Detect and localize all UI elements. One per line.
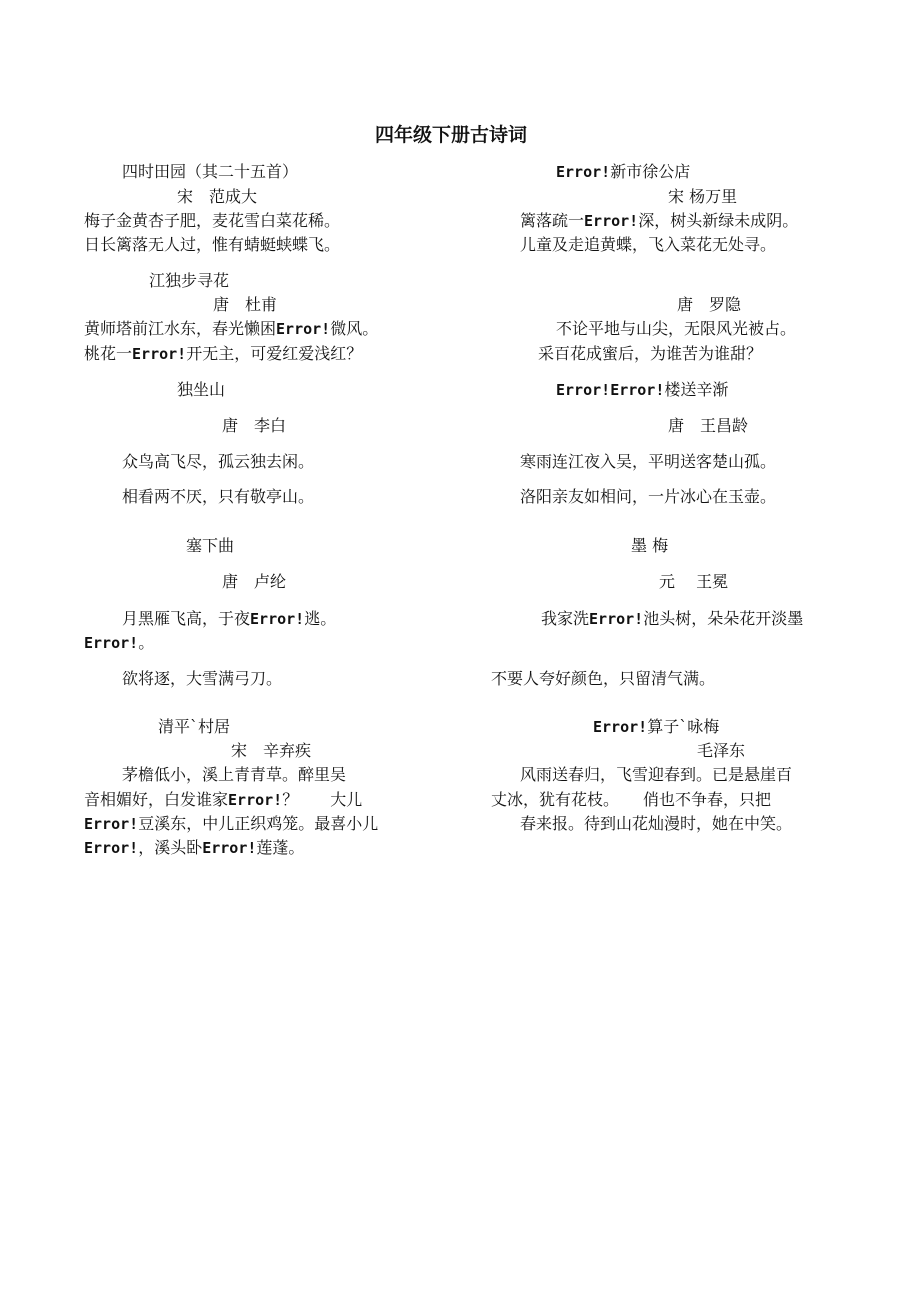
poem-author: 唐 罗隐 [677, 295, 742, 314]
poem-line [84, 837, 304, 859]
poem-line: 洛阳亲友如相问，一片冰心在玉壶。 [520, 487, 777, 506]
line-text: 黄师塔前江水东，春光懒困 [84, 319, 277, 338]
line-text: 豆溪东，中儿正织鸡笼。最喜小儿 [138, 814, 379, 833]
poem-author: 毛泽东 [697, 741, 746, 760]
poem-author: 宋 辛弃疾 [231, 741, 312, 760]
error-field: Error! [202, 839, 257, 857]
line-text: 微风。 [330, 319, 379, 338]
poem-line: 欲将逐，大雪满弓刀。 [122, 669, 283, 688]
poem-line: 儿童及走追黄蝶，飞入菜花无处寻。 [520, 235, 777, 254]
poem-line: 不论平地与山尖，无限风光被占。 [556, 319, 797, 338]
poem-line: 风雨送春归，飞雪迎春到。已是悬崖百 [520, 765, 793, 784]
line-text: ？ 大儿 [282, 790, 363, 809]
poem-line [84, 318, 378, 340]
poem-author: 唐 王昌龄 [668, 416, 749, 435]
title-text: 楼送辛渐 [664, 380, 729, 399]
poem-line: 梅子金黄杏子肥，麦花雪白菜花稀。 [84, 211, 341, 230]
error-field: Error! [556, 381, 611, 399]
line-text: 桃花一 [84, 344, 133, 363]
line-text: 月黑雁飞高，于夜 [122, 609, 251, 628]
poem-title [593, 716, 719, 738]
error-field: Error! [228, 791, 283, 809]
poem-line [84, 343, 362, 365]
poem-line [84, 813, 378, 835]
error-field: Error! [584, 212, 639, 230]
poem-author: 唐 卢纶 [222, 572, 287, 591]
line-text: 开无主，可爱红爱浅红？ [186, 344, 363, 363]
poem-author: 元 王冕 [659, 572, 729, 591]
line-text: 逃。 [304, 609, 337, 628]
poem-line: 茅檐低小，溪上青青草。醉里吴 [122, 765, 347, 784]
title-text: 新市徐公店 [610, 162, 691, 181]
poem-title: 四时田园（其二十五首） [122, 162, 299, 181]
line-text: 莲蓬。 [256, 838, 305, 857]
poem-author: 唐 李白 [222, 416, 287, 435]
poem-line [84, 789, 362, 811]
poem-line: 不要人夸好颜色，只留清气满。 [491, 669, 716, 688]
poem-line: 众鸟高飞尽，孤云独去闲。 [122, 452, 315, 471]
poem-line: 寒雨连江夜入吴，平明送客楚山孤。 [520, 452, 777, 471]
line-text: 深，树头新绿未成阴。 [638, 211, 799, 230]
poem-line [520, 210, 798, 232]
error-field: Error! [84, 634, 139, 652]
poem-line [84, 632, 154, 654]
error-field: Error! [610, 381, 665, 399]
poem-line: 春来报。待到山花灿漫时，她在中笑。 [520, 814, 793, 833]
poem-title: 清平ˋ村居 [158, 717, 231, 736]
poem-line: 相看两不厌，只有敬亭山。 [122, 487, 315, 506]
poem-title: 塞下曲 [186, 536, 235, 555]
poem-title [556, 161, 690, 183]
poem-line: 日长篱落无人过，惟有蜻蜓蛱蝶飞。 [84, 235, 341, 254]
line-text: 池头树，朵朵花开淡墨 [643, 609, 804, 628]
line-text: 音相媚好，白发谁家 [84, 790, 229, 809]
poem-author: 唐 杜甫 [213, 295, 278, 314]
error-field: Error! [593, 718, 648, 736]
error-field: Error! [250, 610, 305, 628]
error-field: Error! [132, 345, 187, 363]
error-field: Error! [589, 610, 644, 628]
poem-line: 采百花成蜜后，为谁苦为谁甜？ [538, 344, 763, 363]
poem-author: 宋 范成大 [177, 187, 258, 206]
line-text: ，溪头卧 [138, 838, 203, 857]
error-field: Error! [276, 320, 331, 338]
line-text: 篱落疏一 [520, 211, 585, 230]
poem-author: 宋 杨万里 [668, 187, 738, 206]
title-text: 算子ˋ咏梅 [647, 717, 720, 736]
line-text: 。 [138, 633, 155, 652]
poem-title: 江独步寻花 [149, 271, 230, 290]
poem-line: 丈冰，犹有花枝。 俏也不争春，只把 [491, 790, 772, 809]
poem-line [541, 608, 803, 630]
line-text: 我家洗 [541, 609, 590, 628]
poem-title [556, 379, 728, 401]
error-field: Error! [84, 815, 139, 833]
error-field: Error! [556, 163, 611, 181]
poem-line [122, 608, 336, 630]
page-title: 四年级下册古诗词 [375, 124, 528, 146]
error-field: Error! [84, 839, 139, 857]
poem-title: 墨 梅 [631, 536, 669, 555]
poem-title: 独坐山 [177, 380, 226, 399]
